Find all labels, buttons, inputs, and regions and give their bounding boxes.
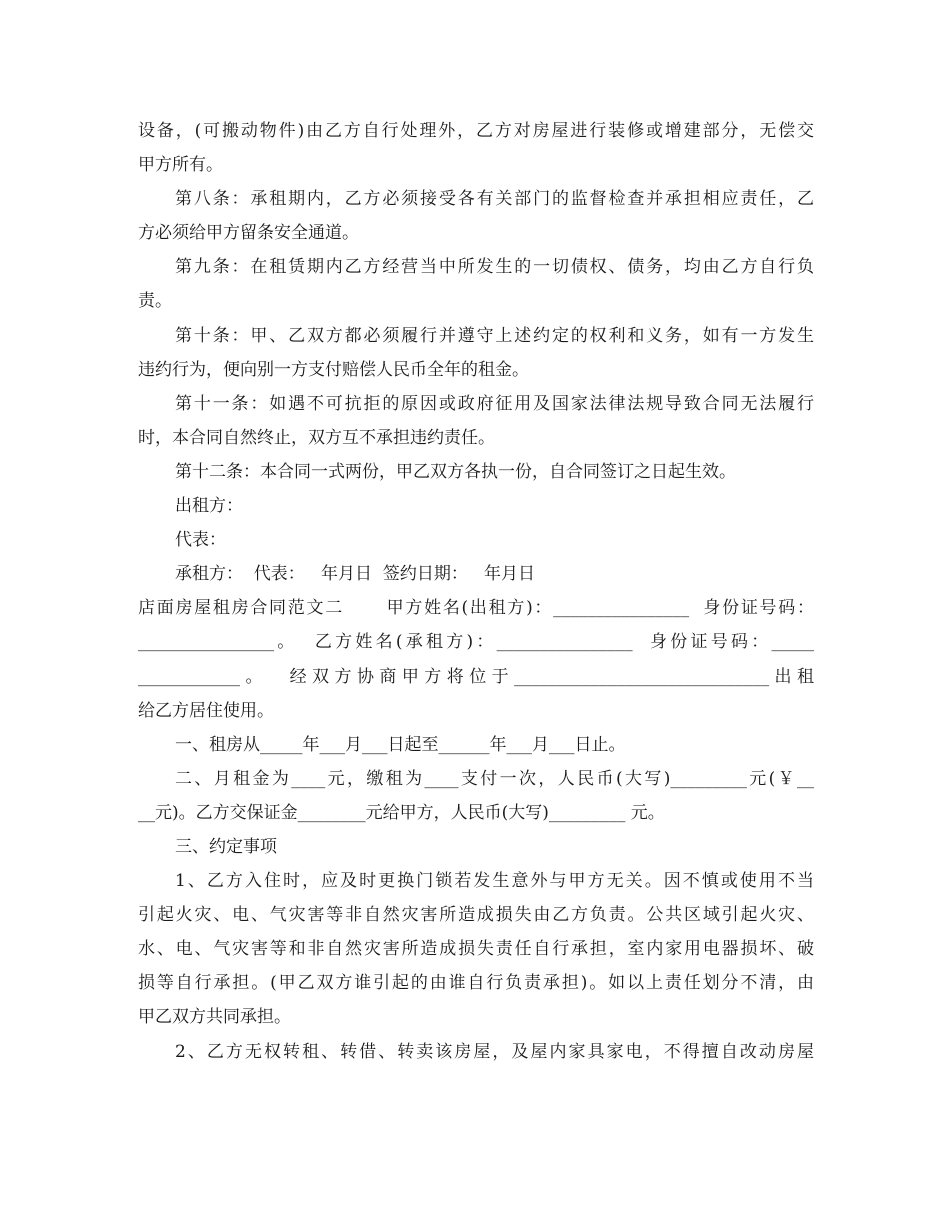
- matter-1-line-3: 水、电、气灾害等和非自然灾害所造成损失责任自行承担，室内家用电器损坏、破: [138, 939, 814, 960]
- rent-amount-line-2: __元)。乙方交保证金________元给甲方，人民币(大写)_________ 元。: [138, 802, 665, 823]
- clause-9-line-2: 责。: [138, 291, 172, 312]
- lessee-signature-line: 承租方： 代表： 年月日 签约日期： 年月日: [175, 564, 536, 585]
- matter-1-line-4: 损等自行承担。(甲乙双方谁引起的由谁自行负责承担)。如以上责任划分不清，由: [138, 973, 814, 994]
- clause-11-line-1: 第十一条：如遇不可抗拒的原因或政府征用及国家法律法规导致合同无法履行: [175, 393, 814, 414]
- text-line-1: 设备，(可搬动物件)由乙方自行处理外，乙方对房屋进行装修或增建部分，无偿交: [138, 121, 814, 141]
- matter-1-line-2: 引起火灾、电、气灾害等非自然灾害所造成损失由乙方负责。公共区域引起火灾、: [138, 905, 814, 926]
- matter-2-line-1: 2、乙方无权转租、转借、转卖该房屋，及屋内家具家电，不得擅自改动房屋: [175, 1041, 814, 1062]
- clause-12-line: 第十二条：本合同一式两份，甲乙双方各执一份，自合同签订之日起生效。: [175, 461, 736, 482]
- contract-two-title-line: 店面房屋租房合同范文二 甲方姓名(出租方)：________________ 身份证号码：: [138, 598, 814, 619]
- clause-9-line-1: 第九条：在租赁期内乙方经营当中所发生的一切债权、债务，均由乙方自行负: [175, 257, 814, 278]
- clause-10-line-1: 第十条：甲、乙双方都必须履行并遵守上述约定的权利和义务，如有一方发生: [175, 325, 814, 346]
- agreed-matters-heading: 三、约定事项: [175, 836, 277, 857]
- text-line-2: 甲方所有。: [138, 155, 223, 176]
- location-line: ____________。 经双方协商甲方将位于______________________________出租: [138, 666, 814, 687]
- matter-1-line-5: 甲乙双方共同承担。: [138, 1007, 291, 1028]
- matter-1-line-1: 1、乙方入住时，应及时更换门锁若发生意外与甲方无关。因不慎或使用不当: [175, 871, 814, 892]
- clause-11-line-2: 时，本合同自然终止，双方互不承担违约责任。: [138, 427, 495, 448]
- lessor-signature-line: 出租方：: [175, 496, 243, 517]
- contract-text: [138, 114, 814, 1069]
- rental-period-line: 一、租房从_____年___月___日起至______年___月___日止。: [175, 734, 626, 755]
- usage-line: 给乙方居住使用。: [138, 700, 274, 721]
- clause-8-line-2: 方必须给甲方留条安全通道。: [138, 223, 359, 244]
- rent-amount-line-1: 二、月租金为____元，缴租为____支付一次，人民币(大写)_________元(￥__: [175, 768, 814, 789]
- party-info-line: ________________。 乙方姓名(承租方)：________________ 身份证号码：_____: [138, 632, 814, 653]
- clause-10-line-2: 违约行为，便向别一方支付赔偿人民币全年的租金。: [138, 359, 529, 380]
- clause-8-line-1: 第八条：承租期内，乙方必须接受各有关部门的监督检查并承担相应责任，乙: [175, 189, 814, 210]
- representative-line: 代表：: [175, 530, 226, 551]
